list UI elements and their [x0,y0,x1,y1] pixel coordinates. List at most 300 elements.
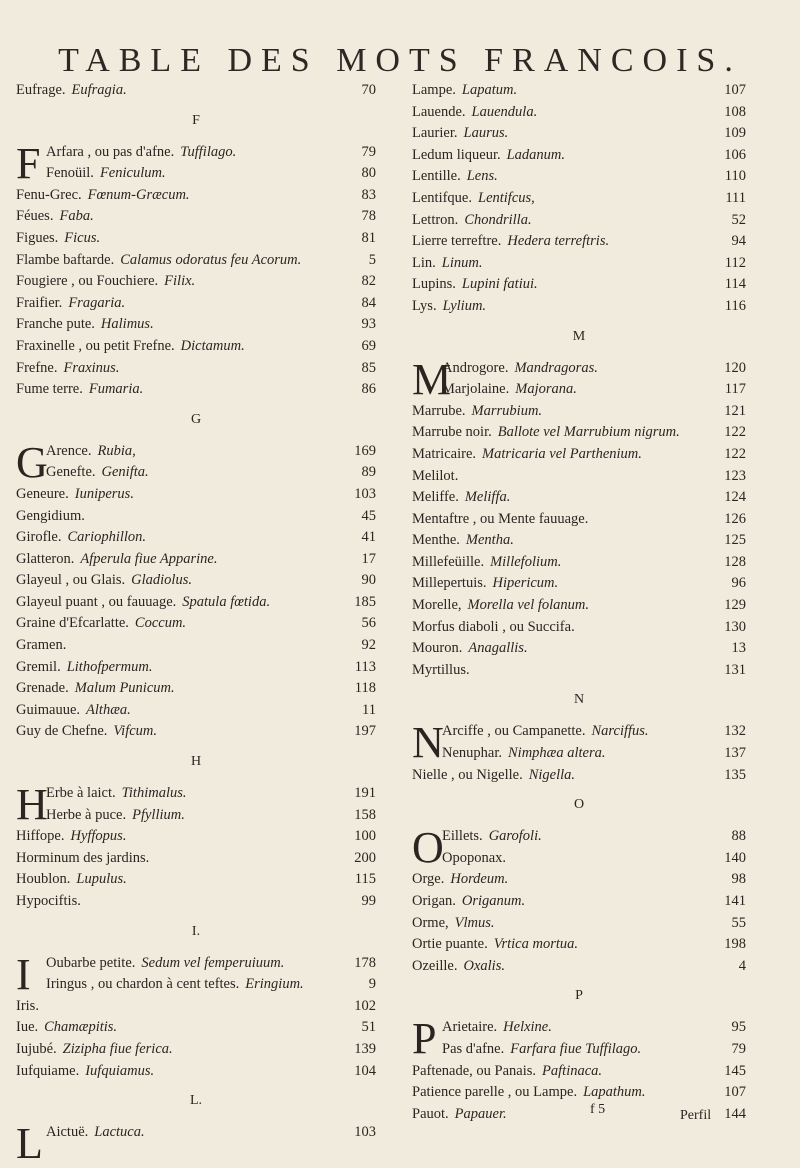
french-term: Hiffope. [16,828,65,845]
page-number: 169 [354,442,376,459]
index-entry [16,336,376,358]
index-entry [16,869,376,891]
page-number: 107 [724,82,746,98]
page-number: 178 [354,954,376,971]
latin-term: Farfara fiue Tuffilago. [510,1040,642,1057]
french-term: Fraxinelle , ou petit Frefne. [16,337,175,354]
page-number: 144 [724,1105,746,1122]
page-number: 118 [354,680,376,697]
page-number: 124 [724,489,746,506]
latin-term: Garofoli. [488,828,542,845]
index-entry [412,1039,746,1061]
index-entry [412,358,746,380]
latin-term: Tithimalus. [121,785,187,802]
drop-cap: P [412,1014,437,1064]
page-number: 121 [724,402,746,419]
index-entry [16,783,376,805]
latin-term: Tuffilago. [180,143,237,160]
page-number: 122 [724,424,746,441]
index-entry [412,1017,746,1039]
latin-term: Calamus odoratus feu Acorum. [120,251,302,268]
page-number: 81 [361,229,376,246]
page-number: 122 [724,445,746,462]
latin-term: Fœnum-Græcum. [87,186,190,203]
french-term: Morfus diaboli , ou Succifa. [412,618,575,635]
index-entry [412,487,746,509]
french-term: Aictuë. [46,1124,89,1141]
french-term: Eufrage. [16,82,66,98]
french-term: Paftenade, ou Panais. [412,1062,537,1079]
french-term: Horminum des jardins. [16,849,150,866]
french-term: Lettron. [412,211,459,228]
drop-cap: N [412,718,444,768]
index-entry [412,509,746,531]
french-term: Fraifier. [16,294,63,311]
french-term: Iujubé. [16,1040,57,1057]
index-entry [412,743,746,765]
latin-term: Genifta. [101,464,149,481]
letter-heading: M [572,328,586,344]
page-number: 104 [354,1062,376,1079]
index-entry [412,379,746,401]
latin-term: Dictamum. [180,337,245,354]
index-entry [16,700,376,722]
index-entry [16,206,376,228]
index-entry [412,552,746,574]
latin-term: Majorana. [515,381,577,398]
french-term: Meliffe. [412,489,459,506]
index-entry [412,466,746,488]
index-entry [412,253,746,275]
page-number: 84 [361,294,376,311]
french-term: Eillets. [442,828,483,845]
page-number: 106 [724,146,746,163]
page-number: 116 [724,297,746,314]
latin-term: Sedum vel femperuiuum. [141,954,285,971]
index-entry [16,1017,376,1039]
latin-term: Laurus. [463,125,509,142]
french-term: Ortie puante. [412,936,488,953]
french-term: Glayeul puant , ou fauuage. [16,593,177,610]
french-term: Nielle , ou Nigelle. [412,766,523,783]
french-term: Lampe. [412,82,456,98]
latin-term: Papauer. [454,1105,507,1122]
index-entry [412,595,746,617]
letter-heading: G [190,411,202,427]
french-term: Iringus , ou chardon à cent teftes. [46,976,240,993]
index-entry [16,657,376,679]
index-entry [16,678,376,700]
latin-term: Hordeum. [450,871,509,888]
french-term: Gramen. [16,637,67,654]
french-term: Arfara , ou pas d'afne. [46,143,175,160]
page-number: 52 [731,211,746,228]
index-entry [16,996,376,1018]
page-number: 109 [724,125,746,142]
letter-section [16,437,376,743]
index-entry [412,530,746,552]
page-number: 111 [725,189,746,206]
latin-term: Feniculum. [99,165,166,182]
index-entry [16,506,376,528]
page-number: 5 [368,251,376,268]
drop-cap: O [412,823,444,873]
index-entry [412,617,746,639]
french-term: Houblon. [16,871,71,888]
french-term: Orme, [412,914,449,931]
french-term: Mouron. [412,640,463,657]
french-term: Arence. [46,442,92,459]
french-term: Franche pute. [16,316,95,333]
index-entry [16,163,376,185]
index-entry [16,826,376,848]
page-number: 93 [361,316,376,333]
latin-term: Pfyllium. [132,806,185,823]
index-entry [412,573,746,595]
french-term: Fenoüil. [46,165,94,182]
latin-term: Althæa. [86,701,131,718]
french-term: Glatteron. [16,550,75,567]
latin-term: Vrtica mortua. [493,936,579,953]
latin-term: Lactuca. [94,1124,145,1141]
french-term: Arietaire. [442,1019,498,1036]
index-entry [412,210,746,232]
french-term: Féues. [16,208,54,225]
latin-term: Eufragia. [71,82,127,98]
page-number: 110 [724,168,746,185]
letter-heading: O [573,797,585,813]
french-term: Figues. [16,229,59,246]
index-entry [16,974,376,996]
index-entry [16,462,376,484]
latin-term: Iufquiamus. [85,1062,155,1079]
latin-term: Lithofpermum. [66,658,153,675]
latin-term: Fragaria. [68,294,126,311]
left-column [16,80,376,1168]
index-entry [16,721,376,743]
page-number: 141 [724,893,746,909]
page-number: 17 [361,550,376,567]
letter-section [16,949,376,1083]
french-term: Ozeille. [412,957,458,974]
page-number: 132 [724,723,746,740]
latin-term: Faba. [59,208,94,225]
latin-term: Mandragoras. [514,359,598,376]
french-term: Origan. [412,893,456,909]
latin-term: Marrubium. [471,402,543,419]
page-number: 185 [354,593,376,610]
french-term: Mentaftre , ou Mente fauuage. [412,510,589,527]
page-number: 197 [354,723,376,740]
page-number: 200 [354,849,376,866]
page-number: 99 [361,893,376,909]
latin-term: Lupulus. [76,871,127,888]
page-number: 135 [724,766,746,783]
letter-section [412,354,746,682]
index-entry [412,123,746,145]
latin-term: Hedera terreftris. [507,233,610,250]
index-entry [412,188,746,210]
french-term: Fume terre. [16,381,83,398]
page-number: 78 [361,208,376,225]
latin-term: Zizipha fiue ferica. [62,1040,173,1057]
french-term: Lin. [412,254,436,271]
page-number: 102 [354,997,376,1014]
index-entry [16,379,376,401]
french-term: Erbe à laict. [46,785,116,802]
french-term: Fougiere , ou Fouchiere. [16,273,159,290]
french-term: Nenuphar. [442,745,502,762]
page-number: 125 [724,532,746,549]
page-number: 13 [731,640,746,657]
page-number: 55 [731,914,746,931]
drop-cap: G [16,437,48,487]
letter-heading: H [190,754,202,770]
letter-section [412,823,746,977]
latin-term: Millefolium. [490,553,562,570]
index-entry [412,638,746,660]
french-term: Glayeul , ou Glais. [16,572,126,589]
page-number: 11 [362,701,376,718]
page-number: 83 [361,186,376,203]
latin-term: Rubia, [97,442,136,459]
page-number: 45 [361,507,376,524]
french-term: Pas d'afne. [442,1040,505,1057]
french-term: Herbe à puce. [46,806,127,823]
french-term: Graine d'Efcarlatte. [16,615,129,632]
french-term: Lauende. [412,103,466,120]
french-term: Myrtillus. [412,661,470,678]
latin-term: Fumaria. [88,381,144,398]
letter-heading: I. [191,923,201,939]
index-entry [16,1039,376,1061]
page-number: 100 [354,828,376,845]
index-entry [412,869,746,891]
page-number: 88 [731,828,746,845]
page-number: 120 [724,359,746,376]
page-number: 130 [724,618,746,635]
french-term: Laurier. [412,125,458,142]
page-number: 98 [731,871,746,888]
latin-term: Vifcum. [113,723,158,740]
french-term: Pauot. [412,1105,449,1122]
letter-heading: L. [189,1093,203,1109]
index-entry [16,549,376,571]
latin-term: Hipericum. [492,575,559,592]
index-entry [16,592,376,614]
page-number: 112 [724,254,746,271]
index-entry [412,80,746,102]
index-entry [412,934,746,956]
latin-term: Malum Punicum. [74,680,175,697]
index-entry [16,185,376,207]
index-entry [16,527,376,549]
latin-term: Nigella. [528,766,576,783]
letter-heading: N [573,692,585,708]
french-term: Flambe baftarde. [16,251,115,268]
french-term: Gengidium. [16,507,85,524]
page-number: 137 [724,745,746,762]
latin-term: Gladiolus. [131,572,192,589]
french-term: Marrube noir. [412,424,492,441]
index-entry [16,613,376,635]
latin-term: Lapatum. [461,82,518,98]
french-term: Lierre terreftre. [412,233,502,250]
index-entry [16,635,376,657]
french-term: Frefne. [16,359,58,376]
index-entry [412,145,746,167]
page-number: 69 [361,337,376,354]
latin-term: Linum. [441,254,483,271]
latin-term: Afperula fiue Apparine. [80,550,218,567]
latin-term: Helxine. [503,1019,552,1036]
index-entry [16,314,376,336]
french-term: Oubarbe petite. [46,954,136,971]
drop-cap: M [412,354,452,404]
drop-cap: H [16,780,48,830]
index-entry [16,953,376,975]
index-entry [412,1061,746,1083]
french-term: Hypociftis. [16,893,81,909]
page-title: TABLE DES MOTS FRANCOIS. [58,42,742,79]
index-entry [16,891,376,913]
index-entry [412,891,746,913]
french-term: Lys. [412,297,437,314]
latin-term: Chamæpitis. [44,1019,118,1036]
index-entry [16,250,376,272]
page-number: 86 [361,381,376,398]
index-entry [412,660,746,682]
latin-term: Ficus. [64,229,101,246]
french-term: Geneure. [16,485,69,502]
french-term: Morelle, [412,597,462,614]
french-term: Ledum liqueur. [412,146,501,163]
latin-term: Iuniperus. [74,485,134,502]
page-number: 82 [361,273,376,290]
latin-term: Lupini fatiui. [461,276,538,293]
drop-cap: I [16,949,31,999]
french-term: Androgore. [442,359,509,376]
index-entry [412,444,746,466]
latin-term: Filix. [164,273,196,290]
index-entry [412,274,746,296]
page-number: 92 [361,637,376,654]
page-number: 96 [731,575,746,592]
right-column [412,80,746,1125]
index-entry [412,422,746,444]
latin-term: Halimus. [100,316,154,333]
signature-mark: f 5 [590,1102,606,1117]
page-number: 80 [361,165,376,182]
page-number: 128 [724,553,746,570]
french-term: Gremil. [16,658,61,675]
catchword: Perfil [680,1108,712,1123]
page-number: 95 [731,1019,746,1036]
page-number: 85 [361,359,376,376]
index-entry [16,805,376,827]
french-term: Orge. [412,871,445,888]
letter-heading: P [575,988,583,1004]
latin-term: Oxalis. [463,957,505,974]
index-entry [16,358,376,380]
index-entry [16,484,376,506]
page-number: 79 [731,1040,746,1057]
drop-cap: F [16,138,41,188]
page-number: 70 [361,82,376,98]
latin-term: Ballote vel Marrubium nigrum. [497,424,680,441]
index-entry [16,848,376,870]
french-term: Lentille. [412,168,461,185]
latin-term: Anagallis. [468,640,528,657]
page-number: 145 [724,1062,746,1079]
letter-section [412,718,746,786]
latin-term: Morella vel folanum. [467,597,590,614]
french-term: Lentifque. [412,189,472,206]
page-number: 107 [724,1084,746,1101]
page-number: 4 [738,957,746,974]
latin-term: Origanum. [461,893,526,909]
page-number: 114 [724,276,746,293]
page-number: 89 [361,464,376,481]
index-entry [16,228,376,250]
index-entry [412,826,746,848]
french-term: Genefte. [46,464,96,481]
latin-term: Eringium. [245,976,304,993]
french-term: Fenu-Grec. [16,186,82,203]
french-term: Iufquiame. [16,1062,80,1079]
latin-term: Lylium. [442,297,487,314]
letter-section [16,1119,376,1168]
page-number: 9 [368,976,376,993]
page-number: 56 [361,615,376,632]
page-number: 90 [361,572,376,589]
page-number: 123 [724,467,746,484]
latin-term: Coccum. [134,615,187,632]
page-number: 108 [724,103,746,120]
french-term: Iris. [16,997,39,1014]
french-term: Guimauue. [16,701,81,718]
index-entry [16,570,376,592]
latin-term: Fraxinus. [63,359,120,376]
french-term: Iue. [16,1019,39,1036]
page-number: 158 [354,806,376,823]
french-term: Marrube. [412,402,466,419]
index-entry [16,441,376,463]
french-term: Millepertuis. [412,575,487,592]
latin-term: Matricaria vel Parthenium. [482,445,642,462]
latin-term: Vlmus. [454,914,495,931]
french-term: Lupins. [412,276,456,293]
index-entry [412,296,746,318]
page-number: 41 [361,529,376,546]
letter-heading: F [192,112,200,128]
french-term: Grenade. [16,680,69,697]
index-entry [412,848,746,870]
latin-term: Nimphæa altera. [508,745,606,762]
index-entry [16,271,376,293]
latin-term: Lens. [466,168,498,185]
french-term: Opoponax. [442,849,507,866]
page-number: 126 [724,510,746,527]
page-number: 79 [361,143,376,160]
latin-term: Lauendula. [471,103,538,120]
french-term: Girofle. [16,529,62,546]
index-entry [16,1061,376,1083]
index-entry [412,721,746,743]
index-entry [16,142,376,164]
french-term: Menthe. [412,532,460,549]
page-number: 140 [724,849,746,866]
